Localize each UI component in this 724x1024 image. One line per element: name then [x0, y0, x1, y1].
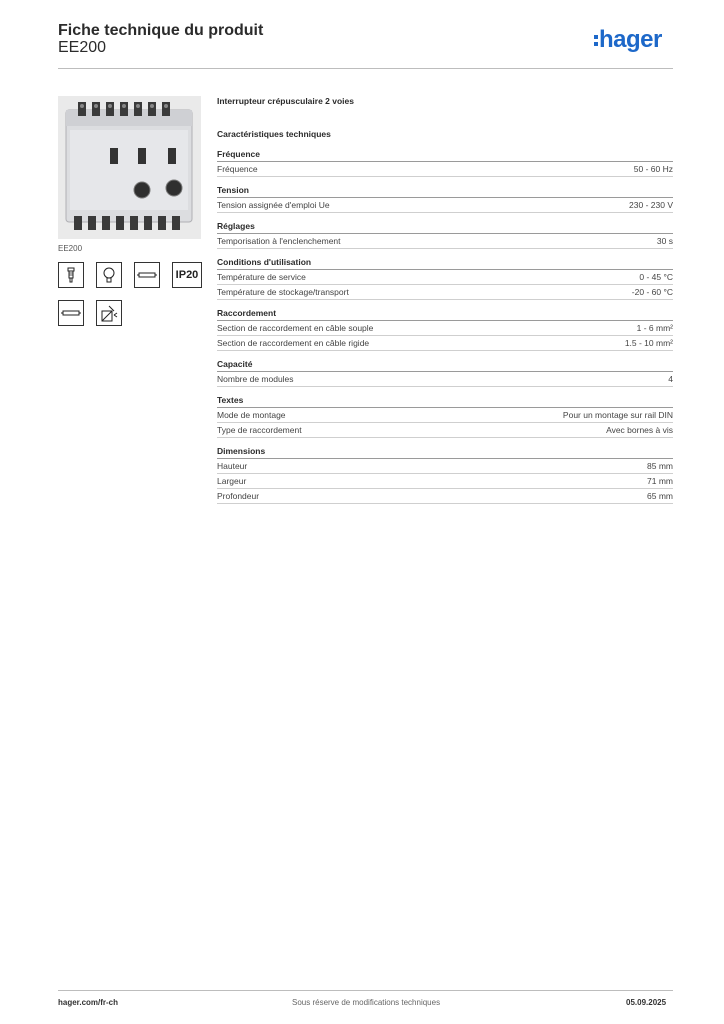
spec-group	[217, 185, 673, 213]
spec-group-title: Textes	[217, 395, 673, 408]
fluorescent-tube-icon	[58, 300, 84, 326]
spec-group-title: Tension	[217, 185, 673, 198]
spec-value: 1.5 - 10 mm²	[624, 338, 673, 348]
spec-row	[217, 336, 673, 351]
spec-group	[217, 395, 673, 438]
spec-label: Nombre de modules	[217, 374, 294, 384]
footer-date: 05.09.2025	[626, 998, 667, 1007]
twilight-sensor-icon	[96, 300, 122, 326]
spec-group-title: Raccordement	[217, 308, 673, 321]
spec-row	[217, 489, 673, 504]
spec-row	[217, 162, 673, 177]
footer-divider	[58, 990, 673, 991]
spec-value: 50 - 60 Hz	[633, 164, 673, 174]
page-title: Fiche technique du produit	[58, 22, 264, 39]
fluorescent-tube-icon	[134, 262, 160, 288]
product-reference: EE200	[58, 39, 107, 56]
spec-groups	[217, 149, 673, 504]
spec-group	[217, 359, 673, 387]
spec-row	[217, 321, 673, 336]
spec-label: Fréquence	[217, 164, 258, 174]
spec-label: Température de service	[217, 272, 306, 282]
spec-label: Temporisation à l'enclenchement	[217, 236, 341, 246]
spec-label: Largeur	[217, 476, 247, 486]
spec-label: Type de raccordement	[217, 425, 302, 435]
spec-label: Température de stockage/transport	[217, 287, 349, 297]
spec-group	[217, 446, 673, 504]
spec-heading: Caractéristiques techniques	[217, 129, 331, 139]
spec-value: 0 - 45 °C	[639, 272, 673, 282]
spec-value: 85 mm	[647, 461, 673, 471]
spec-group-title: Conditions d'utilisation	[217, 257, 673, 270]
hager-logo	[594, 26, 662, 54]
spec-group-title: Réglages	[217, 221, 673, 234]
spec-value: Pour un montage sur rail DIN	[562, 410, 673, 420]
spec-value: 71 mm	[647, 476, 673, 486]
spec-label: Section de raccordement en câble rigide	[217, 338, 370, 348]
spec-row	[217, 270, 673, 285]
product-image	[58, 96, 201, 239]
spec-label: Hauteur	[217, 461, 248, 471]
spec-group	[217, 149, 673, 177]
spec-value: 230 - 230 V	[629, 200, 673, 210]
spec-row	[217, 234, 673, 249]
image-caption: EE200	[58, 244, 83, 253]
brand-name: hager	[599, 26, 662, 53]
spec-row	[217, 285, 673, 300]
lightbulb-icon	[96, 262, 122, 288]
spec-label: Profondeur	[217, 491, 260, 501]
spec-value: 4	[668, 374, 673, 384]
product-description: Interrupteur crépusculaire 2 voies	[217, 96, 354, 106]
spec-row	[217, 459, 673, 474]
spec-value: 30 s	[656, 236, 673, 246]
spec-group	[217, 221, 673, 249]
spec-content	[217, 96, 673, 512]
lamp-bulb-icon	[58, 262, 84, 288]
spec-value: 1 - 6 mm²	[636, 323, 673, 333]
spec-value: -20 - 60 °C	[631, 287, 673, 297]
spec-group	[217, 257, 673, 300]
spec-row	[217, 408, 673, 423]
footer-website[interactable]: hager.com/fr-ch	[58, 998, 119, 1007]
spec-group-title: Fréquence	[217, 149, 673, 162]
ip-rating-label: IP20	[175, 269, 199, 281]
spec-group	[217, 308, 673, 351]
footer-disclaimer: Sous réserve de modifications techniques	[292, 998, 441, 1007]
spec-value: 65 mm	[647, 491, 673, 501]
ip-rating-icon	[172, 262, 202, 288]
spec-group-title: Capacité	[217, 359, 673, 372]
spec-label: Tension assignée d'emploi Ue	[217, 200, 330, 210]
spec-row	[217, 423, 673, 438]
spec-label: Section de raccordement en câble souple	[217, 323, 374, 333]
spec-value: Avec bornes à vis	[606, 425, 673, 435]
spec-row	[217, 198, 673, 213]
logo-dots-icon	[594, 32, 598, 49]
spec-row	[217, 372, 673, 387]
spec-label: Mode de montage	[217, 410, 286, 420]
header-divider	[58, 68, 673, 69]
spec-group-title: Dimensions	[217, 446, 673, 459]
spec-row	[217, 474, 673, 489]
